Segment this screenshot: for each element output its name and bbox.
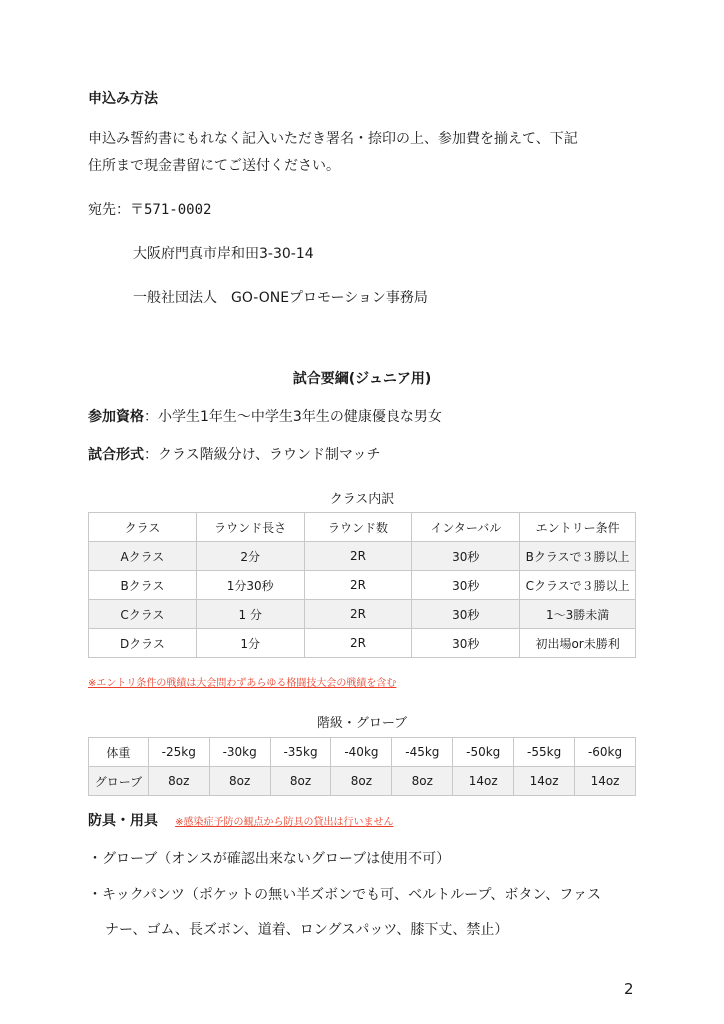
- class-table-caption: クラス内訳: [329, 492, 395, 507]
- class-cell: 2R: [304, 600, 412, 629]
- equipment-item-pants-line2: ナー、ゴム、長ズボン、道着、ロングスパッツ、膝下丈、禁止）: [105, 922, 509, 938]
- eligibility-row: [88, 406, 442, 426]
- equipment-item-pants-line1: ・キックパンツ（ポケットの無い半ズボンでも可、ベルトループ、ボタン、ファス: [88, 887, 601, 903]
- class-cell: 2分: [196, 542, 304, 571]
- application-line-1: 申込み誓約書にもれなく記入いただき署名・捺印の上、参加費を揃えて、下記: [88, 131, 578, 147]
- weight-cell: -55kg: [514, 738, 575, 767]
- glove-cell: 8oz: [392, 767, 453, 796]
- page-number: 2: [624, 980, 634, 998]
- glove-cell: 14oz: [575, 767, 636, 796]
- class-table-header-row: [89, 513, 636, 542]
- glove-cell: 8oz: [270, 767, 331, 796]
- weight-table: [88, 737, 636, 796]
- class-cell: 2R: [304, 629, 412, 658]
- weight-cell: -35kg: [270, 738, 331, 767]
- class-header-cell: ラウンド数: [304, 513, 412, 542]
- entry-condition-note: ※エントリ条件の戦績は大会問わずあらゆる格闘技大会の戦績を含む: [88, 678, 397, 689]
- class-header-cell: エントリー条件: [520, 513, 636, 542]
- class-cell: 1分: [196, 629, 304, 658]
- equipment-item-gloves: ・グローブ（オンスが確認出来ないグローブは使用不可）: [88, 851, 451, 867]
- table-row: [89, 571, 636, 600]
- organization: 一般社団法人 GO-ONEプロモーション事務局: [133, 290, 428, 306]
- table-row: [89, 542, 636, 571]
- class-header-cell: ラウンド長さ: [196, 513, 304, 542]
- weight-table-caption: 階級・グローブ: [316, 716, 408, 731]
- glove-cell: 8oz: [331, 767, 392, 796]
- class-cell: 1〜3勝未満: [520, 600, 636, 629]
- weight-cell: -60kg: [575, 738, 636, 767]
- weight-cell: -50kg: [453, 738, 514, 767]
- table-row: [89, 629, 636, 658]
- weight-label-cell: 体重: [89, 738, 149, 767]
- class-cell: 2R: [304, 542, 412, 571]
- glove-cell: 8oz: [209, 767, 270, 796]
- format-label: 試合形式: [88, 447, 144, 463]
- class-header-cell: インターバル: [412, 513, 520, 542]
- class-header-cell: クラス: [89, 513, 197, 542]
- format-text: ：クラス階級分け、ラウンド制マッチ: [144, 447, 381, 463]
- weight-cell: -30kg: [209, 738, 270, 767]
- table-row: [89, 767, 636, 796]
- class-cell: 30秒: [412, 629, 520, 658]
- outline-title: 試合要綱(ジュニア用): [292, 371, 432, 387]
- class-cell: 30秒: [412, 542, 520, 571]
- glove-cell: 14oz: [514, 767, 575, 796]
- equipment-note: ※感染症予防の観点から防具の貸出は行いません: [175, 817, 394, 828]
- class-cell: Cクラスで３勝以上: [520, 571, 636, 600]
- class-cell: 30秒: [412, 600, 520, 629]
- glove-cell: 14oz: [453, 767, 514, 796]
- table-row: [89, 738, 636, 767]
- table-row: [89, 600, 636, 629]
- postal-code: 〒571-0002: [130, 202, 212, 218]
- class-cell: Dクラス: [89, 629, 197, 658]
- address: 大阪府門真市岸和田3-30-14: [133, 246, 314, 262]
- application-heading: 申込み方法: [88, 91, 158, 107]
- eligibility-text: ：小学生1年生〜中学生3年生の健康優良な男女: [144, 409, 442, 425]
- address-label: 宛先：: [88, 202, 130, 218]
- class-cell: Bクラス: [89, 571, 197, 600]
- address-row: [88, 199, 211, 219]
- class-cell: 1分30秒: [196, 571, 304, 600]
- class-table: [88, 512, 636, 658]
- weight-cell: -45kg: [392, 738, 453, 767]
- format-row: [88, 444, 380, 464]
- glove-cell: 8oz: [148, 767, 209, 796]
- class-cell: Aクラス: [89, 542, 197, 571]
- class-cell: 1 分: [196, 600, 304, 629]
- eligibility-label: 参加資格: [88, 409, 144, 425]
- class-cell: 初出場or未勝利: [520, 629, 636, 658]
- weight-cell: -40kg: [331, 738, 392, 767]
- class-cell: Cクラス: [89, 600, 197, 629]
- class-cell: 2R: [304, 571, 412, 600]
- glove-label-cell: グローブ: [89, 767, 149, 796]
- equipment-heading-row: [88, 810, 393, 830]
- class-cell: Bクラスで３勝以上: [520, 542, 636, 571]
- application-line-2: 住所まで現金書留にてご送付ください。: [88, 158, 340, 174]
- class-cell: 30秒: [412, 571, 520, 600]
- weight-cell: -25kg: [148, 738, 209, 767]
- equipment-heading: 防具・用具: [88, 813, 158, 829]
